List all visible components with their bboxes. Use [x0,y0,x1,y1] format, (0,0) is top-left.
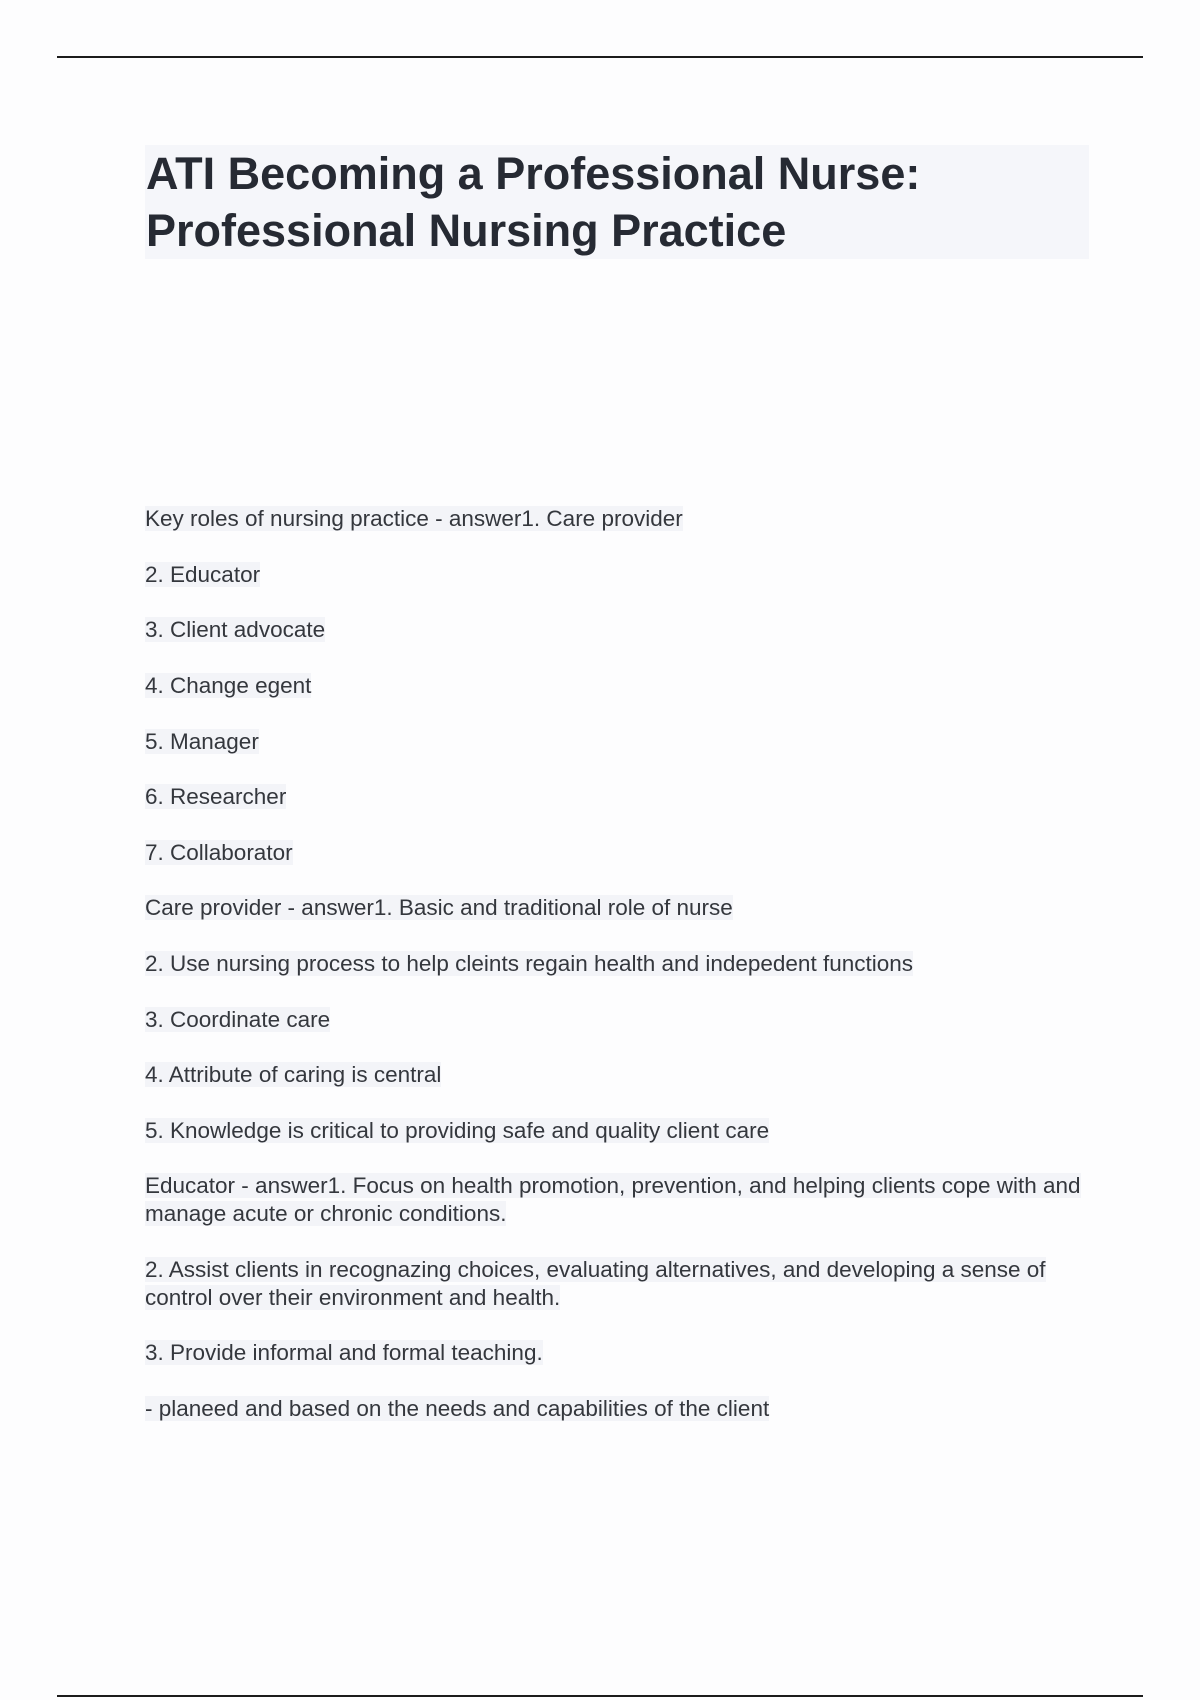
paragraph-text: - planeed and based on the needs and capabilities of the client [145,1396,770,1421]
paragraph-text: 7. Collaborator [145,840,293,865]
paragraph [145,672,1095,700]
paragraph-text: 5. Knowledge is critical to providing safe and quality client care [145,1118,770,1143]
paragraph [145,1395,1095,1423]
paragraph-text: 2. Educator [145,562,261,587]
paragraph [145,1339,1095,1367]
paragraph-text: 2. Assist clients in recognazing choices, evaluating alternatives, and developing a sense of control over their environment and health. [145,1257,1046,1310]
paragraph [145,616,1095,644]
paragraph-text: Educator - answer1. Focus on health promotion, prevention, and helping clients cope with and manage acute or chronic conditions. [145,1173,1081,1226]
paragraph-text: Care provider - answer1. Basic and traditional role of nurse [145,895,733,920]
paragraph [145,839,1095,867]
paragraph [145,1006,1095,1034]
paragraph-text: 3. Coordinate care [145,1007,331,1032]
paragraph-text: 3. Client advocate [145,617,326,642]
paragraph [145,1061,1095,1089]
paragraph-text: 5. Manager [145,729,259,754]
bottom-divider [57,1695,1143,1697]
paragraph [145,1117,1095,1145]
paragraph-text: 4. Attribute of caring is central [145,1062,442,1087]
paragraph [145,783,1095,811]
paragraph [145,894,1095,922]
paragraph [145,1172,1095,1228]
paragraph-text: 6. Researcher [145,784,287,809]
paragraph-text: 4. Change egent [145,673,312,698]
paragraph [145,505,1095,533]
paragraph [145,1256,1095,1312]
paragraph-text: 2. Use nursing process to help cleints regain health and indepedent functions [145,951,913,976]
paragraph-text: Key roles of nursing practice - answer1. Care provider [145,506,683,531]
title-line-1: ATI Becoming a Professional Nurse: [146,148,921,199]
paragraph [145,561,1095,589]
document-body [145,505,1095,1423]
document-title [145,145,1089,259]
top-divider [57,56,1143,58]
paragraph [145,950,1095,978]
title-line-2: Professional Nursing Practice [146,205,787,256]
paragraph [145,728,1095,756]
paragraph-text: 3. Provide informal and formal teaching. [145,1340,543,1365]
